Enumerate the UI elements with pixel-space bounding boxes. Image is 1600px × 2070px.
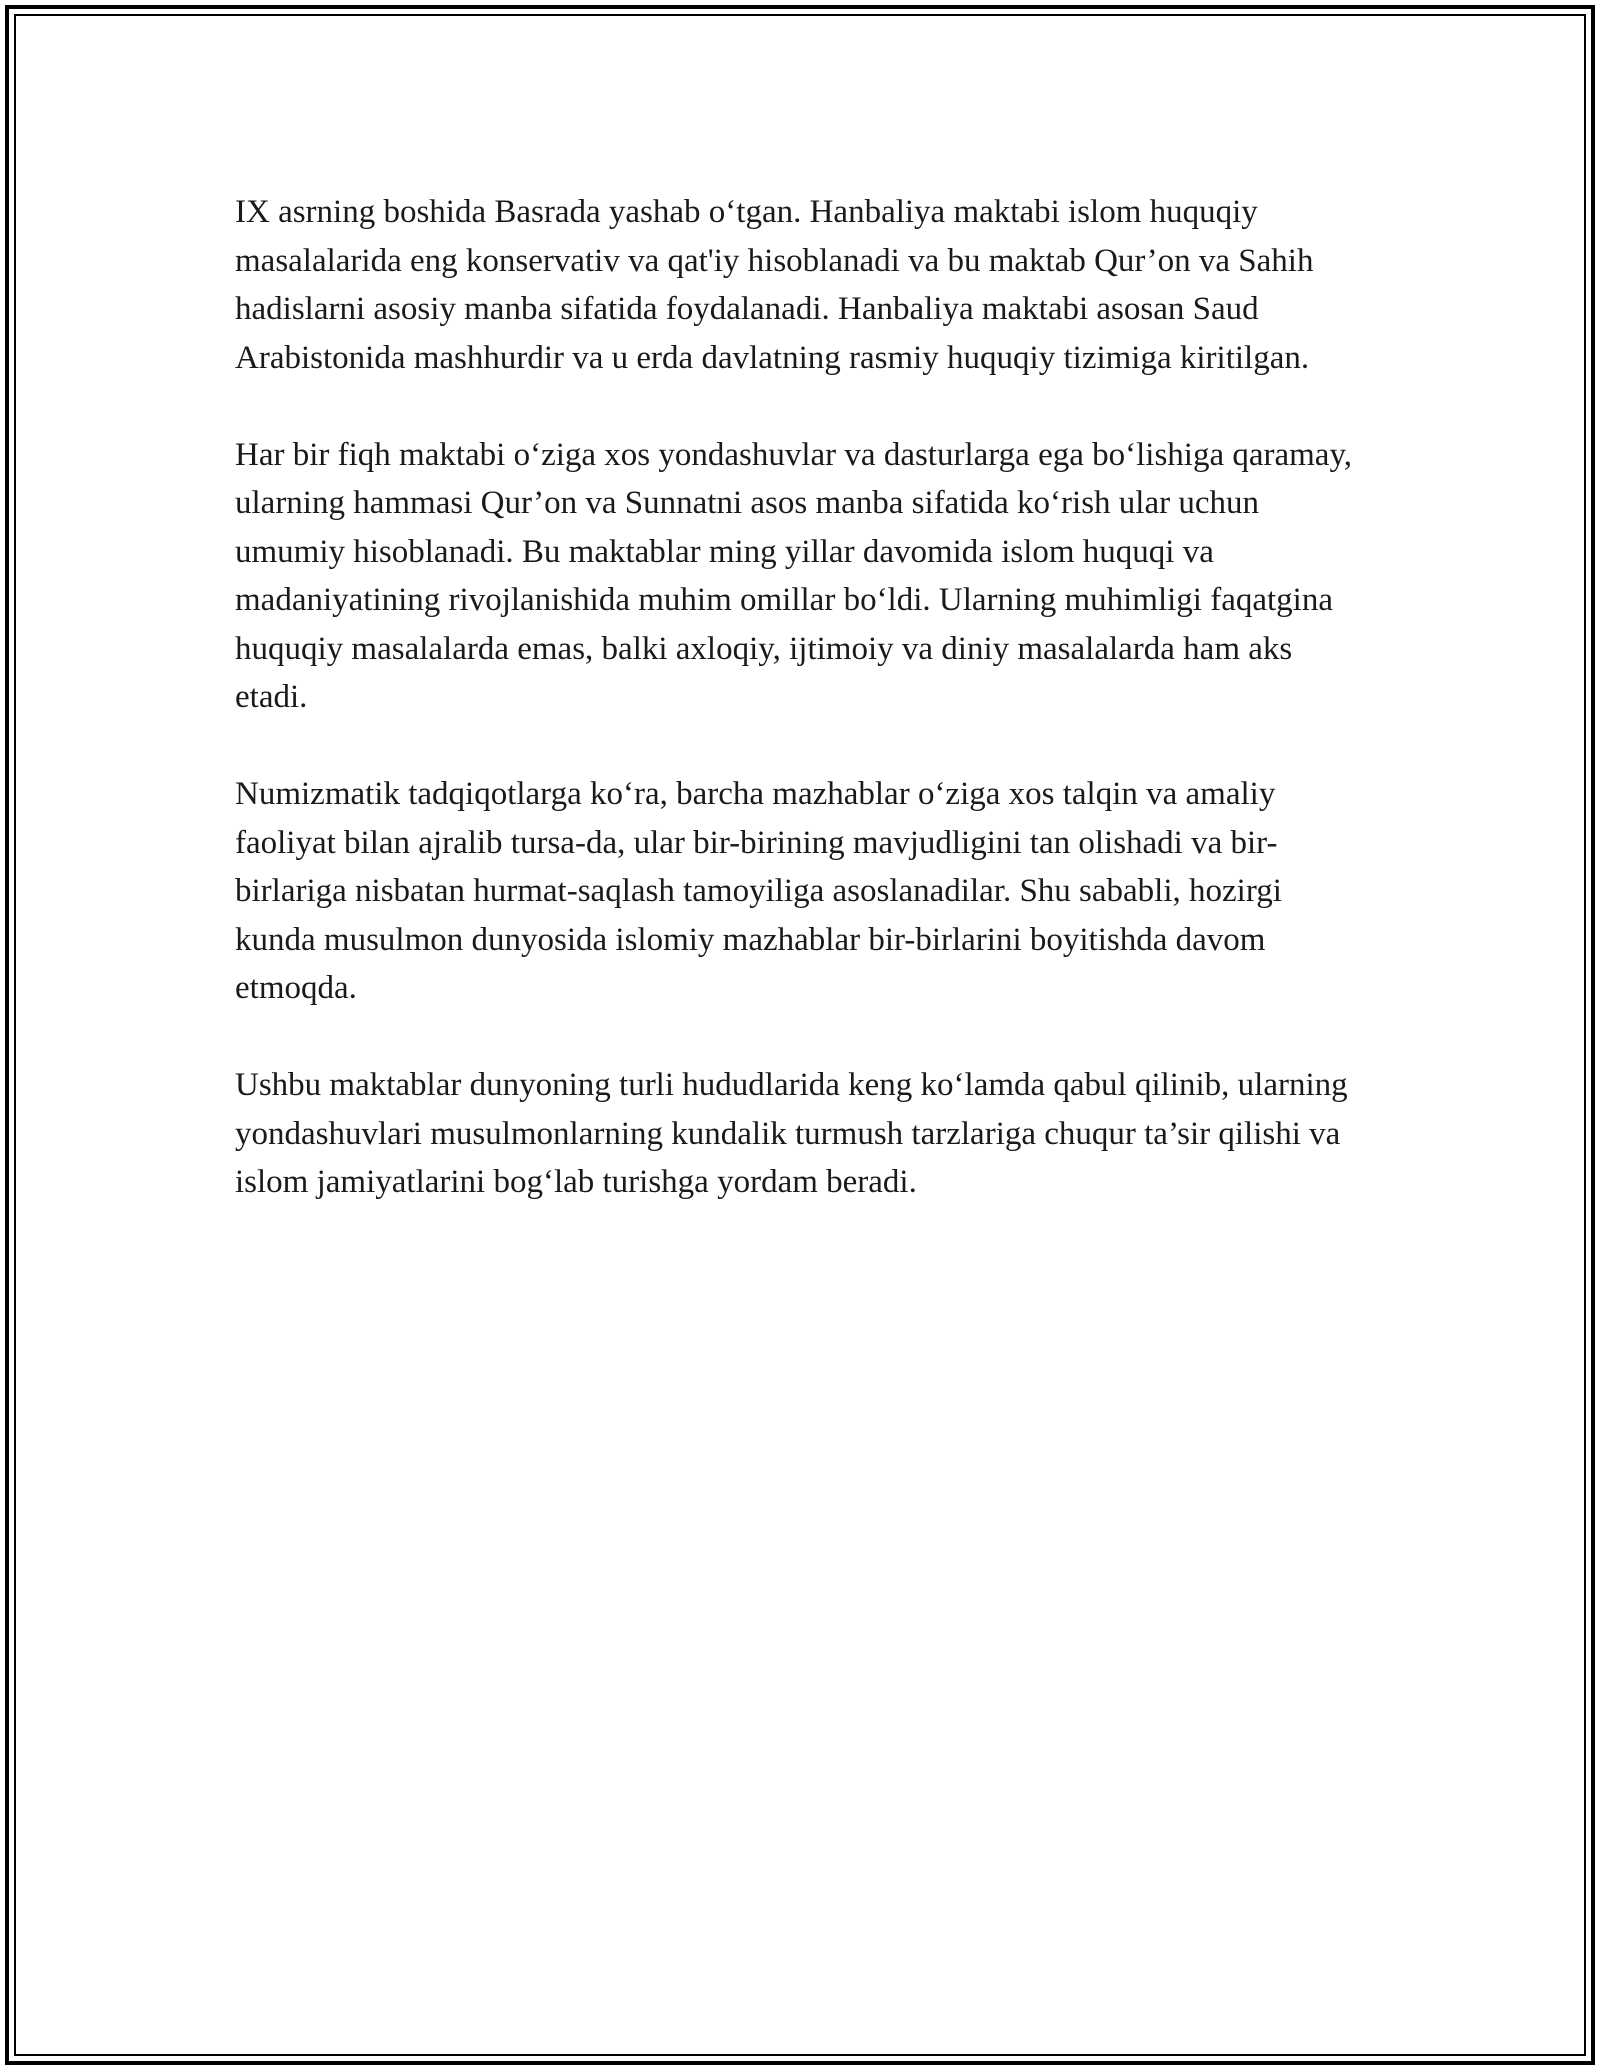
paragraph-4: Ushbu maktablar dunyoning turli hududlarida keng ko‘lamda qabul qilinib, ularning yondashuvlari musulmonlarning kundalik turmush tarzlariga chuqur ta’sir qilishi va islom jamiyatlarini bog‘lab turishga yordam beradi. [235,1067,1348,1200]
paragraph-1: IX asrning boshida Basrada yashab o‘tgan. Hanbaliya maktabi islom huquqiy masalalarida eng konservativ va qat'iy hisoblanadi va bu maktab Qur’on va Sahih hadislarni asosiy manba sifatida foydalanadi. Hanbaliya maktabi asosan Saud Arabistonida mashhurdir va u erda davlatning rasmiy huquqiy tizimiga kiritilgan. [235,194,1314,376]
paragraph-3: Numizmatik tadqiqotlarga ko‘ra, barcha mazhablar o‘ziga xos talqin va amaliy faoliyat bilan ajralib tursa-da, ular bir-birining mavjudligini tan olishadi va bir-birlariga nisbatan hurmat-saqlash tamoyiliga asoslanadilar. Shu sababli, hozirgi kunda musulmon dunyosida islomiy mazhablar bir-birlarini boyitishda davom etmoqda. [235,776,1282,1006]
document-body [235,188,1365,1207]
paragraph-2: Har bir fiqh maktabi o‘ziga xos yondashuvlar va dasturlarga ega bo‘lishiga qaramay, ularning hammasi Qur’on va Sunnatni asos manba sifatida ko‘rish ular uchun umumiy hisoblanadi. Bu maktablar ming yillar davomida islom huquqi va madaniyatining rivojlanishida muhim omillar bo‘ldi. Ularning muhimligi faqatgina huquqiy masalalarda emas, balki axloqiy, ijtimoiy va diniy masalalarda ham aks etadi. [235,436,1353,715]
